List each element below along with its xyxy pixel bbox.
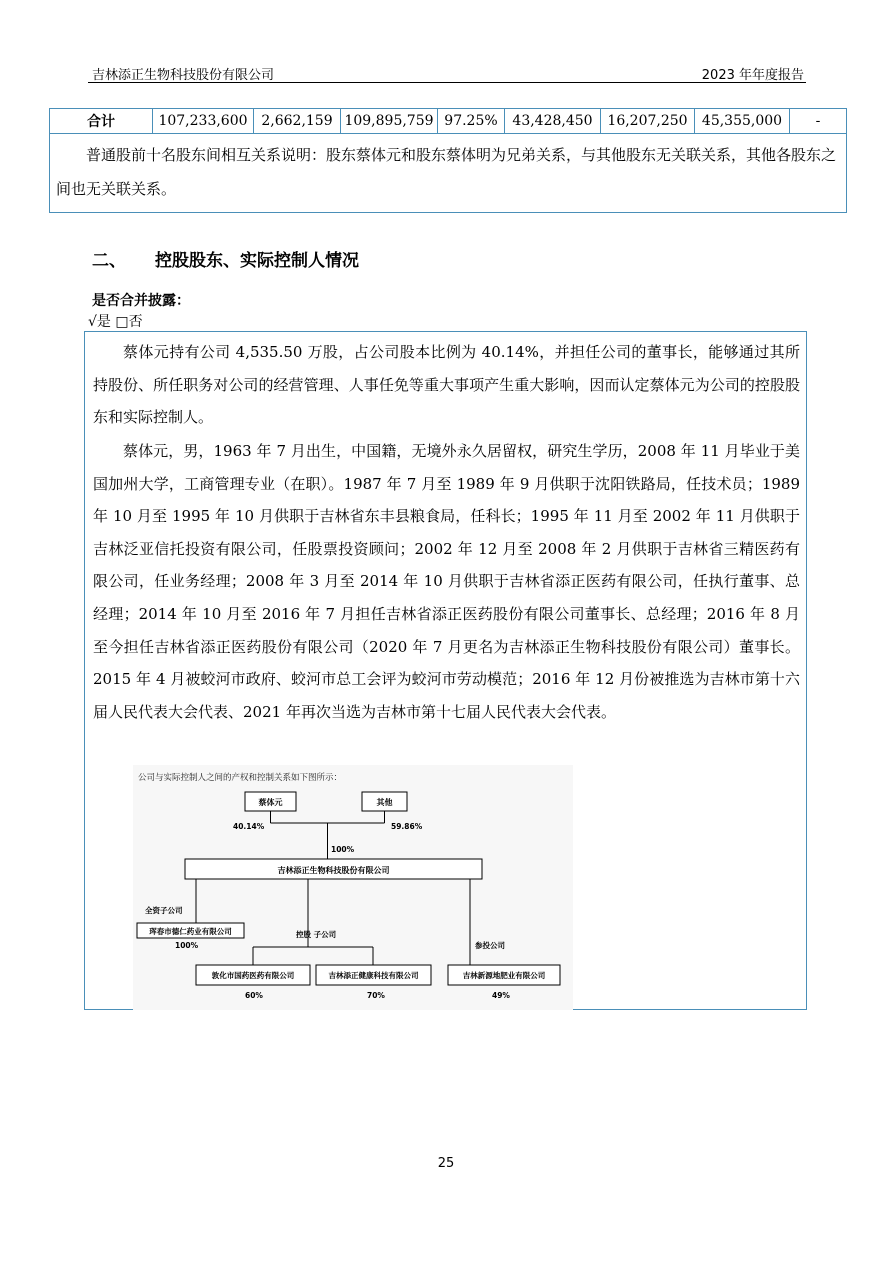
subsidiary-name: 吉林新源地肥业有限公司 xyxy=(462,971,546,980)
header-divider xyxy=(88,82,806,83)
merge-disclosure-question: 是否合并披露： xyxy=(92,293,190,309)
table-cell: 45,355,000 xyxy=(695,109,790,134)
controller-paragraph: 蔡体元持有公司 4,535.50 万股，占公司股本比例为 40.14%，并担任公司的董事长，能够通过其所持股份、所任职务对公司的经营管理、人事任免等重大事项产生重大影响，因而认定蔡体元为公司的控股股东和实际控制人。 xyxy=(93,343,800,427)
subsidiary-name: 吉林添正健康科技有限公司 xyxy=(328,971,419,980)
section-title: 控股股东、实际控制人情况 xyxy=(155,251,359,271)
ownership-chart-svg xyxy=(133,765,573,1010)
ownership-pct: 70% xyxy=(367,991,385,1000)
table-row xyxy=(50,134,847,213)
table-cell: 109,895,759 xyxy=(341,109,438,134)
company-name: 吉林添正生物科技股份有限公司 xyxy=(277,866,390,875)
table-row xyxy=(50,109,847,134)
subsidiary-name: 敦化市国药医药有限公司 xyxy=(211,971,295,980)
shareholder-total-table xyxy=(49,108,847,213)
ownership-pct: 40.14% xyxy=(233,822,265,831)
chart-caption: 公司与实际控制人之间的产权和控制关系如下图所示： xyxy=(138,773,343,783)
table-cell: 97.25% xyxy=(438,109,505,134)
subsidiary-category-label: 全资子公司 xyxy=(145,906,183,915)
ownership-chart xyxy=(133,765,573,1014)
total-label: 合计 xyxy=(50,109,153,134)
table-cell: 16,207,250 xyxy=(601,109,695,134)
subsidiary-category-label: 参投公司 xyxy=(475,941,505,950)
shareholder-name: 蔡体元 xyxy=(258,798,283,807)
ownership-pct: 60% xyxy=(245,991,263,1000)
page-number: 25 xyxy=(437,1156,455,1171)
table-cell: 107,233,600 xyxy=(153,109,254,134)
relation-note-text: 普通股前十名股东间相互关系说明：股东蔡体元和股东蔡体明为兄弟关系，与其他股东无关联关系，其他各股东之间也无关联关系。 xyxy=(56,146,837,198)
ownership-pct: 100% xyxy=(175,941,199,950)
table-cell: 43,428,450 xyxy=(505,109,601,134)
shareholder-name: 其他 xyxy=(376,798,393,807)
ownership-pct: 59.86% xyxy=(391,822,423,831)
merge-disclosure-options: √是 □否 xyxy=(88,314,143,330)
header-report-title: 2023 年年度报告 xyxy=(701,68,804,83)
table-cell: - xyxy=(790,109,847,134)
section-number: 二、 xyxy=(92,251,126,271)
ownership-pct: 49% xyxy=(492,991,510,1000)
subsidiary-category-label: 控股 子公司 xyxy=(296,930,337,939)
header-company: 吉林添正生物科技股份有限公司 xyxy=(92,68,275,83)
controller-bio-paragraph: 蔡体元，男，1963 年 7 月出生，中国籍，无境外永久居留权，研究生学历，2008 年 11 月毕业于美国加州大学，工商管理专业（在职）。1987 年 7 月至 1989 年 9 月供职于沈阳铁路局，任技术员；1989 年 10 月至 1995 年 10 月供职于吉林省东丰县粮食局，任科长；1995 年 11 月至 2002 年 11 月供职于吉林泛亚信托投资有限公司，任股票投资顾问；2002 年 12 月至 2008 年 2 月供职于吉林省三精医药有限公司，任业务经理；2008 年 3 月至 2014 年 10 月供职于吉林省添正医药有限公司，任执行董事、总经理；2014 年 10 月至 2016 年 7 月担任吉林省添正医药股份有限公司董事长、总经理；2016 年 8 月至今担任吉林省添正医药股份有限公司（2020 年 7 月更名为吉林添正生物科技股份有限公司）董事长。2015 年 4 月被蛟河市政府、蛟河市总工会评为蛟河市劳动模范；2016 年 12 月份被推选为吉林市第十六届人民代表大会代表、2021 年再次当选为吉林市第十七届人民代表大会代表。 xyxy=(93,442,800,721)
subsidiary-name: 珲春市德仁药业有限公司 xyxy=(149,927,232,936)
table-cell: 2,662,159 xyxy=(254,109,341,134)
ownership-pct: 100% xyxy=(331,845,355,854)
relation-note xyxy=(50,134,847,213)
